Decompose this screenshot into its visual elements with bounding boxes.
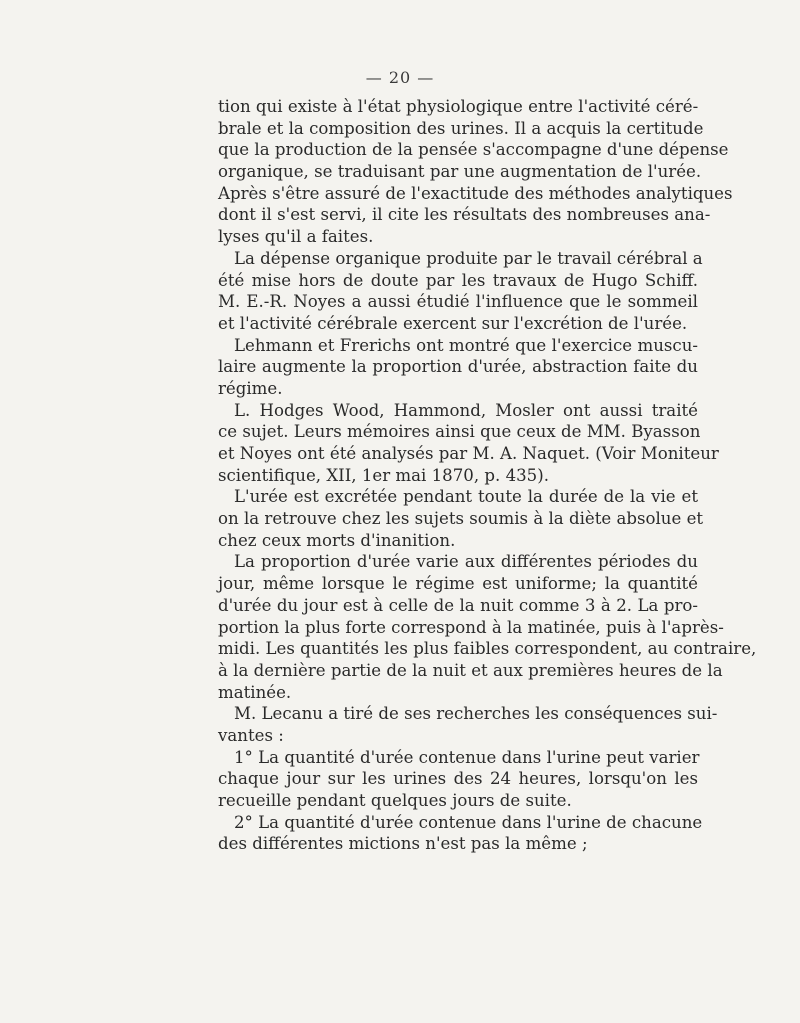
text-line: ce sujet. Leurs mémoires ainsi que ceux de MM. Byasson [218, 422, 701, 442]
text-line: été mise hors de doute par les travaux de Hugo Schiff. [218, 270, 698, 290]
page-number: — 20 — [365, 68, 435, 87]
text-line: scientifique, XII, 1er mai 1870, p. 435). [218, 465, 549, 485]
text-line: on la retrouve chez les sujets soumis à la diète absolue et [218, 509, 704, 529]
text-line: jour, même lorsque le régime est uniforme; la quantité [218, 574, 698, 594]
text-line: recueille pendant quelques jours de suite. [218, 791, 572, 810]
text-line: M. Lecanu a tiré de ses recherches les conséquences sui- [234, 704, 718, 724]
text-line: des différentes mictions n'est pas la même ; [218, 834, 588, 854]
text-line: Après s'être assuré de l'exactitude des méthodes analytiques [218, 183, 733, 203]
text-line: laire augmente la proportion d'urée, abstraction faite du [218, 357, 698, 377]
text-line: matinée. [218, 682, 292, 702]
text-line: chaque jour sur les urines des 24 heures, lorsqu'on les [218, 769, 698, 789]
text-line: lyses qu'il a faites. [218, 227, 374, 247]
text-line: d'urée du jour est à celle de la nuit comme 3 à 2. La pro- [218, 595, 698, 615]
text-line: midi. Les quantités les plus faibles correspondent, au contraire, [218, 639, 757, 659]
text-line: La proportion d'urée varie aux différentes périodes du [234, 552, 698, 572]
text-line: L. Hodges Wood, Hammond, Mosler ont aussi traité [234, 400, 698, 420]
text-line: L'urée est excrétée pendant toute la durée de la vie et [234, 487, 698, 507]
text-line: organique, se traduisant par une augmentation de l'urée. [218, 162, 702, 182]
body-text [218, 96, 757, 855]
text-line: Lehmann et Frerichs ont montré que l'exercice muscu- [234, 335, 698, 355]
text-line: vantes : [218, 725, 284, 745]
text-line: La dépense organique produite par le travail cérébral a [234, 248, 703, 268]
text-line: chez ceux morts d'inanition. [218, 530, 456, 550]
text-line: régime. [218, 378, 283, 398]
text-line: tion qui existe à l'état physiologique entre l'activité céré- [218, 97, 699, 116]
text-line: M. E.-R. Noyes a aussi étudié l'influence que le sommeil [218, 292, 698, 312]
text-line: 1° La quantité d'urée contenue dans l'urine peut varier [234, 747, 700, 767]
text-line: portion la plus forte correspond à la matinée, puis à l'après- [218, 617, 724, 637]
text-line: et Noyes ont été analysés par M. A. Naquet. (Voir Moniteur [218, 444, 719, 463]
text-line: dont il s'est servi, il cite les résultats des nombreuses ana- [218, 205, 711, 225]
text-line: 2° La quantité d'urée contenue dans l'urine de chacune [234, 812, 703, 832]
text-line: et l'activité cérébrale exercent sur l'excrétion de l'urée. [218, 313, 688, 333]
text-line: que la production de la pensée s'accompagne d'une dépense [218, 140, 729, 160]
text-line: brale et la composition des urines. Il a acquis la certitude [218, 118, 704, 138]
text-line: à la dernière partie de la nuit et aux premières heures de la [218, 660, 723, 680]
